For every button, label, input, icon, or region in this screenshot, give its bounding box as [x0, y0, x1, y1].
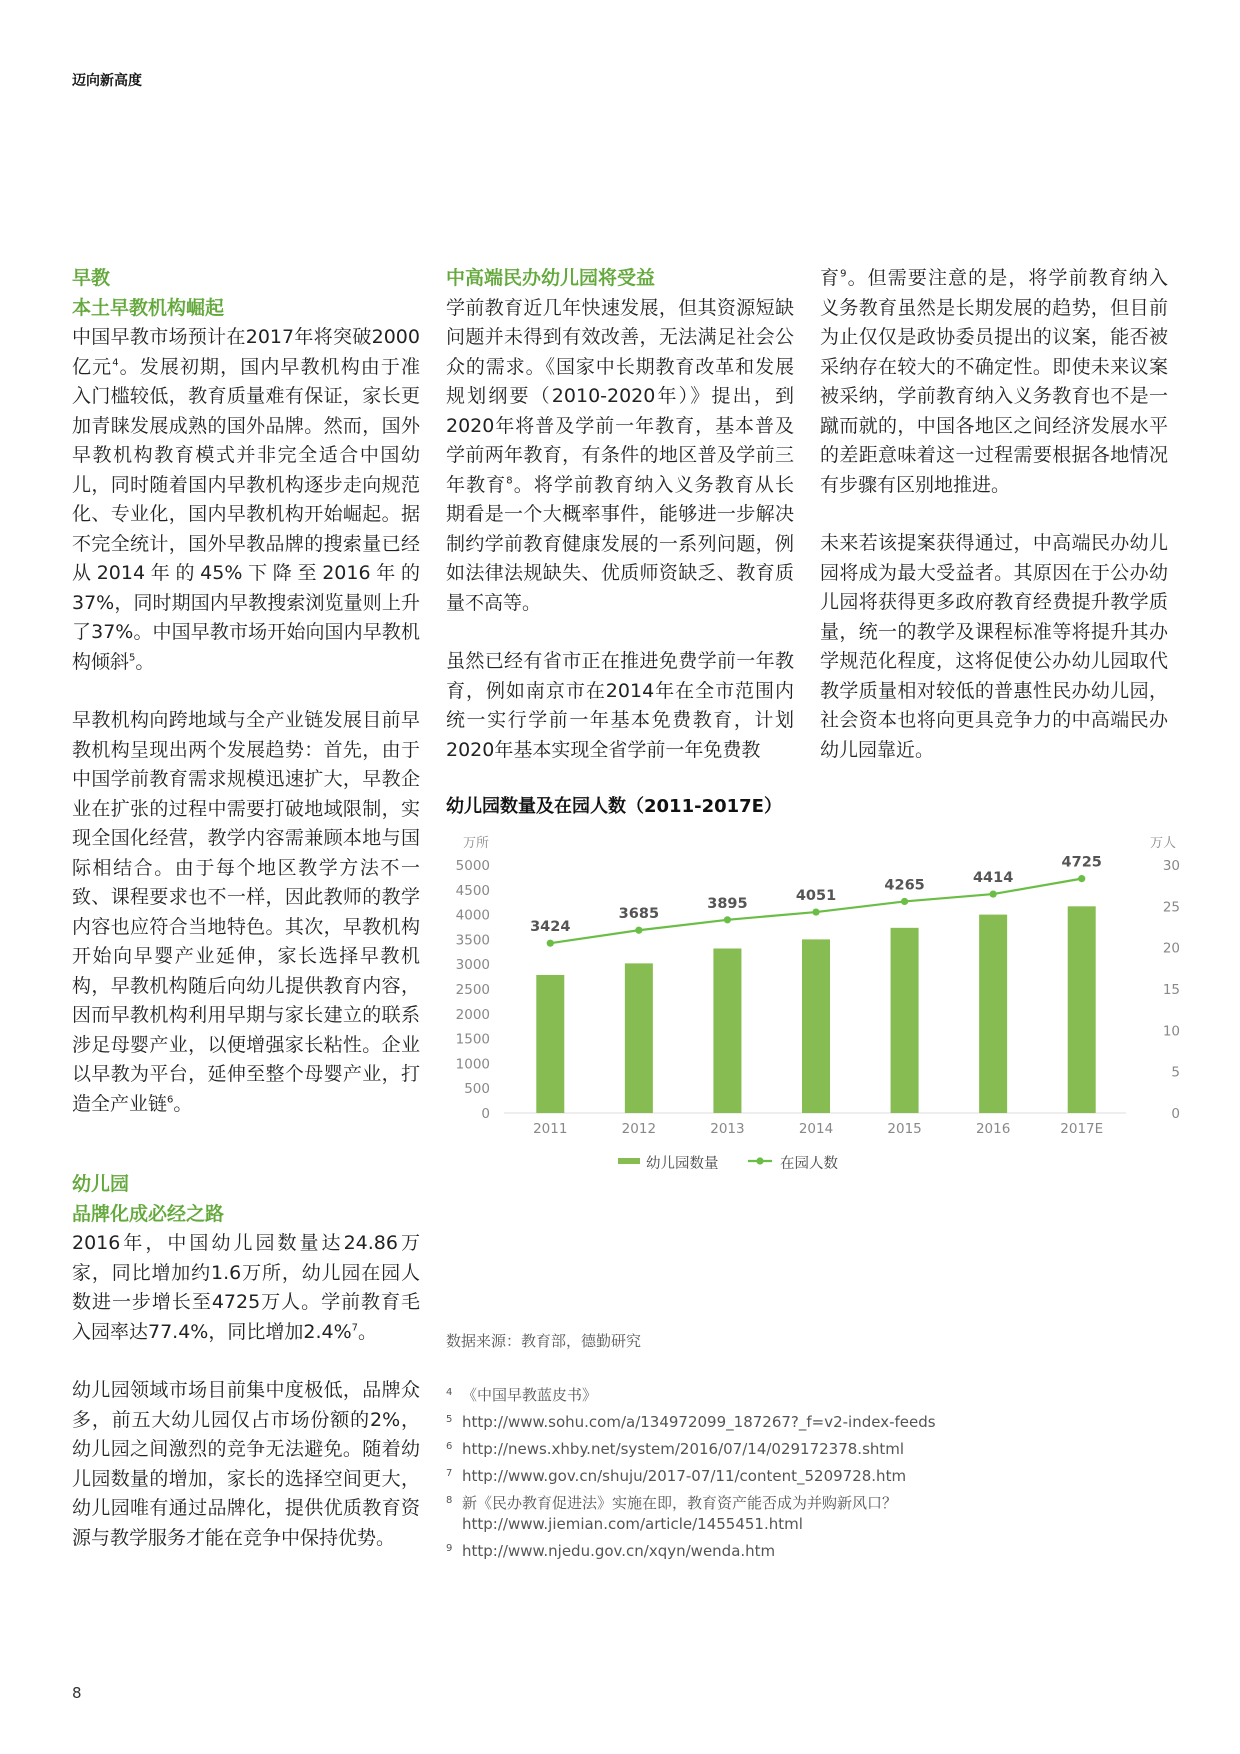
- paragraph: [820, 529, 1168, 765]
- line-data-label: 4725: [1061, 854, 1102, 871]
- line-data-label: 3685: [618, 906, 660, 923]
- section-body: [820, 264, 1168, 765]
- page-number: 8: [72, 1684, 82, 1702]
- section-body: [446, 294, 794, 766]
- right-axis-tick-label: 10: [1162, 1023, 1180, 1040]
- footnote-text: http://www.njedu.gov.cn/xqyn/wenda.htm: [462, 1542, 776, 1560]
- bar-kindergarten-count: [1068, 906, 1096, 1113]
- text-run: 。将学前教育纳入义务教育从长期看是一个大概率事件，能够进一步解决制约学前教育健康发展的一系列问题，例如法律法规缺失、优质师资缺乏、教育质量不高等。: [446, 473, 794, 614]
- section-heading: 幼儿园: [72, 1173, 130, 1195]
- bar-kindergarten-count: [625, 963, 653, 1113]
- line-point-enrollment: [901, 898, 908, 905]
- line-data-label: 3895: [707, 895, 748, 912]
- left-axis-tick-label: 0: [481, 1106, 490, 1122]
- section-kindergarten: [72, 1170, 420, 1553]
- footnote-item: [446, 1466, 1166, 1487]
- text-run: 2016年，中国幼儿园数量达24.86万家，同比增加约1.6万所，幼儿园在园人数进一步增长至4725万人。学前教育毛入园率达77.4%，同比增加2.4%: [72, 1232, 420, 1343]
- line-point-enrollment: [1078, 875, 1085, 882]
- footnote-marker: 9: [840, 268, 847, 280]
- footnote-item: [446, 1439, 1166, 1460]
- footnote-item: [446, 1385, 1166, 1406]
- x-axis-tick-label: 2014: [798, 1121, 834, 1137]
- footnote-number: 9: [446, 1543, 453, 1554]
- text-run: 。: [135, 650, 155, 673]
- left-axis-tick-label: 1000: [455, 1056, 490, 1073]
- x-axis-tick-label: 2016: [975, 1121, 1011, 1137]
- text-run: 虽然已经有省市正在推进免费学前一年教育，例如南京市在2014年在全市范围内统一实行学前一年基本免费教育，计划2020年基本实现全省学前一年免费教: [446, 650, 794, 761]
- x-axis-tick-label: 2013: [710, 1121, 745, 1137]
- section-body: [72, 323, 420, 1119]
- text-run: 学前教育近几年快速发展，但其资源短缺问题并未得到有效改善，无法满足社会公众的需求。《国家中长期教育改革和发展规划纲要（2010-2020年）》提出，到2020年将普及学前一年教育，基本普及学前两年教育，有条件的地区普及学前三年教育: [446, 296, 794, 496]
- paragraph: [72, 323, 420, 677]
- text-run: 早教机构向跨地域与全产业链发展目前早教机构呈现出两个发展趋势：首先，由于中国学前教育需求规模迅速扩大，早教企业在扩张的过程中需要打破地域限制，实现全国化经营，教学内容需兼顾本地与国际相结合。由于每个地区教学方法不一致、课程要求也不一样，因此教师的教学内容也应符合当地特色。其次，早教机构开始向早婴产业延伸，家长选择早教机构，早教机构随后向幼儿提供教育内容，因而早教机构利用早期与家长建立的联系涉足母婴产业，以便增强家长粘性。企业以早教为平台，延伸至整个母婴产业，打造全产业链: [72, 709, 420, 1115]
- footnote-marker: 8: [506, 475, 513, 487]
- chart-title: 幼儿园数量及在园人数（2011-2017E）: [446, 796, 782, 817]
- footnote-marker: 7: [351, 1322, 359, 1334]
- section-early-education: [72, 264, 420, 1119]
- left-axis-tick-label: 4500: [455, 882, 490, 899]
- section-heading: 中高端民办幼儿园将受益: [446, 267, 656, 289]
- left-axis-tick-label: 5000: [455, 858, 490, 874]
- right-axis-tick-label: 25: [1162, 899, 1180, 916]
- left-axis-tick-label: 3500: [455, 932, 490, 949]
- x-axis-tick-label: 2011: [533, 1121, 568, 1137]
- line-point-enrollment: [547, 940, 554, 947]
- paragraph: [820, 264, 1168, 500]
- left-axis-tick-label: 4000: [455, 907, 490, 924]
- bar-kindergarten-count: [802, 939, 830, 1113]
- column-right: [820, 264, 1168, 794]
- line-point-enrollment: [990, 890, 997, 897]
- kindergarten-chart: [440, 830, 1180, 1320]
- right-axis-unit: 万人: [1150, 836, 1177, 851]
- bar-kindergarten-count: [979, 915, 1007, 1113]
- data-source-note: 数据来源：教育部，德勤研究: [446, 1332, 642, 1350]
- right-axis-tick-label: 0: [1171, 1106, 1180, 1122]
- bar-kindergarten-count: [891, 928, 919, 1113]
- footnote-number: 5: [446, 1414, 453, 1425]
- footnotes: [446, 1385, 1166, 1568]
- footnote-text: 《中国早教蓝皮书》: [462, 1386, 598, 1404]
- footnote-number: 8: [446, 1495, 453, 1506]
- right-axis-tick-label: 30: [1162, 858, 1180, 874]
- paragraph: [446, 294, 794, 619]
- footnote-text: http://www.sohu.com/a/134972099_187267?_f=v2-index-feeds: [462, 1413, 936, 1431]
- text-run: 中国早教市场预计在2017年将突破2000亿元: [72, 326, 420, 378]
- line-point-enrollment: [635, 927, 642, 934]
- left-axis-tick-label: 2000: [455, 1006, 490, 1023]
- left-axis-tick-label: 1500: [455, 1031, 490, 1048]
- legend-swatch-point: [756, 1157, 763, 1164]
- footnote-marker: 5: [129, 652, 136, 664]
- line-data-label: 4051: [795, 888, 837, 905]
- x-axis-tick-label: 2012: [621, 1121, 657, 1137]
- text-run: 育: [820, 267, 841, 289]
- line-data-label: 3424: [530, 919, 571, 936]
- text-run: 。: [358, 1320, 378, 1343]
- line-data-label: 4414: [972, 870, 1014, 887]
- text-run: 。: [173, 1092, 193, 1115]
- bar-kindergarten-count: [713, 948, 741, 1113]
- paragraph: [72, 706, 420, 1119]
- left-axis-unit: 万所: [463, 836, 490, 851]
- right-axis-tick-label: 15: [1162, 982, 1180, 998]
- section-body: [72, 1229, 420, 1553]
- right-axis-tick-label: 5: [1171, 1064, 1180, 1081]
- running-title: 迈向新高度: [72, 73, 142, 89]
- footnote-marker: 4: [112, 357, 119, 369]
- legend-label-bar: 幼儿园数量: [646, 1156, 719, 1172]
- footnote-number: 4: [446, 1387, 453, 1398]
- footnote-text: http://www.gov.cn/shuju/2017-07/11/content_5209728.htm: [462, 1467, 907, 1485]
- footnote-text: 新《民办教育促进法》实施在即，教育资产能否成为并购新风口？http://www.jiemian.com/article/1455451.html: [462, 1494, 898, 1533]
- text-run: 。发展初期，国内早教机构由于准入门槛较低，教育质量难有保证，家长更加青睐发展成熟的国外品牌。然而，国外早教机构教育模式并非完全适合中国幼儿，同时随着国内早教机构逐步走向规范化、专业化，国内早教机构开始崛起。据不完全统计，国外早教品牌的搜索量已经从2014年的45%下降至2016年的37%，同时期国内早教搜索浏览量则上升了37%。中国早教市场开始向国内早教机构倾斜: [72, 355, 420, 673]
- footnote-item: [446, 1412, 1166, 1433]
- footnote-number: 6: [446, 1441, 453, 1452]
- section-heading: 早教: [72, 267, 111, 289]
- legend-label-line: 在园人数: [780, 1156, 838, 1172]
- left-axis-tick-label: 3000: [455, 957, 490, 974]
- bar-kindergarten-count: [536, 975, 564, 1113]
- line-data-label: 4265: [884, 877, 925, 894]
- footnote-text: http://news.xhby.net/system/2016/07/14/029172378.shtml: [462, 1440, 905, 1458]
- left-axis-tick-label: 500: [464, 1081, 490, 1098]
- x-axis-tick-label: 2017E: [1060, 1121, 1104, 1137]
- paragraph: [72, 1376, 420, 1553]
- paragraph: [446, 647, 794, 765]
- column-left: [72, 264, 420, 1582]
- section-subheading: 本土早教机构崛起: [72, 296, 225, 319]
- legend-swatch-bar: [618, 1158, 640, 1164]
- line-point-enrollment: [724, 916, 731, 923]
- footnote-item: [446, 1541, 1166, 1562]
- text-run: 未来若该提案获得通过，中高端民办幼儿园将成为最大受益者。其原因在于公办幼儿园将获得更多政府教育经费提升教学质量，统一的教学及课程标准等将提升其办学规范化程度，这将促使公办幼儿园取代教学质量相对较低的普惠性民办幼儿园，社会资本也将向更具竞争力的中高端民办幼儿园靠近。: [820, 532, 1168, 761]
- footnote-marker: 6: [167, 1094, 174, 1106]
- text-run: 幼儿园领域市场目前集中度极低，品牌众多，前五大幼儿园仅占市场份额的2%，幼儿园之间激烈的竞争无法避免。随着幼儿园数量的增加，家长的选择空间更大，幼儿园唯有通过品牌化，提供优质教育资源与教学服务才能在竞争中保持优势。: [72, 1379, 420, 1549]
- section-subheading: 品牌化成必经之路: [72, 1202, 225, 1225]
- footnote-item: [446, 1493, 1166, 1535]
- line-point-enrollment: [812, 908, 819, 915]
- x-axis-tick-label: 2015: [887, 1121, 922, 1137]
- column-middle: [446, 264, 794, 794]
- text-run: 。但需要注意的是，将学前教育纳入义务教育虽然是长期发展的趋势，但目前为止仅仅是政协委员提出的议案，能否被采纳存在较大的不确定性。即使未来议案被采纳，学前教育纳入义务教育也不是一蹴而就的，中国各地区之间经济发展水平的差距意味着这一过程需要根据各地情况有步骤有区别地推进。: [820, 267, 1168, 496]
- right-axis-tick-label: 20: [1162, 940, 1180, 957]
- paragraph: [72, 1229, 420, 1347]
- left-axis-tick-label: 2500: [455, 982, 490, 998]
- footnote-number: 7: [446, 1468, 453, 1479]
